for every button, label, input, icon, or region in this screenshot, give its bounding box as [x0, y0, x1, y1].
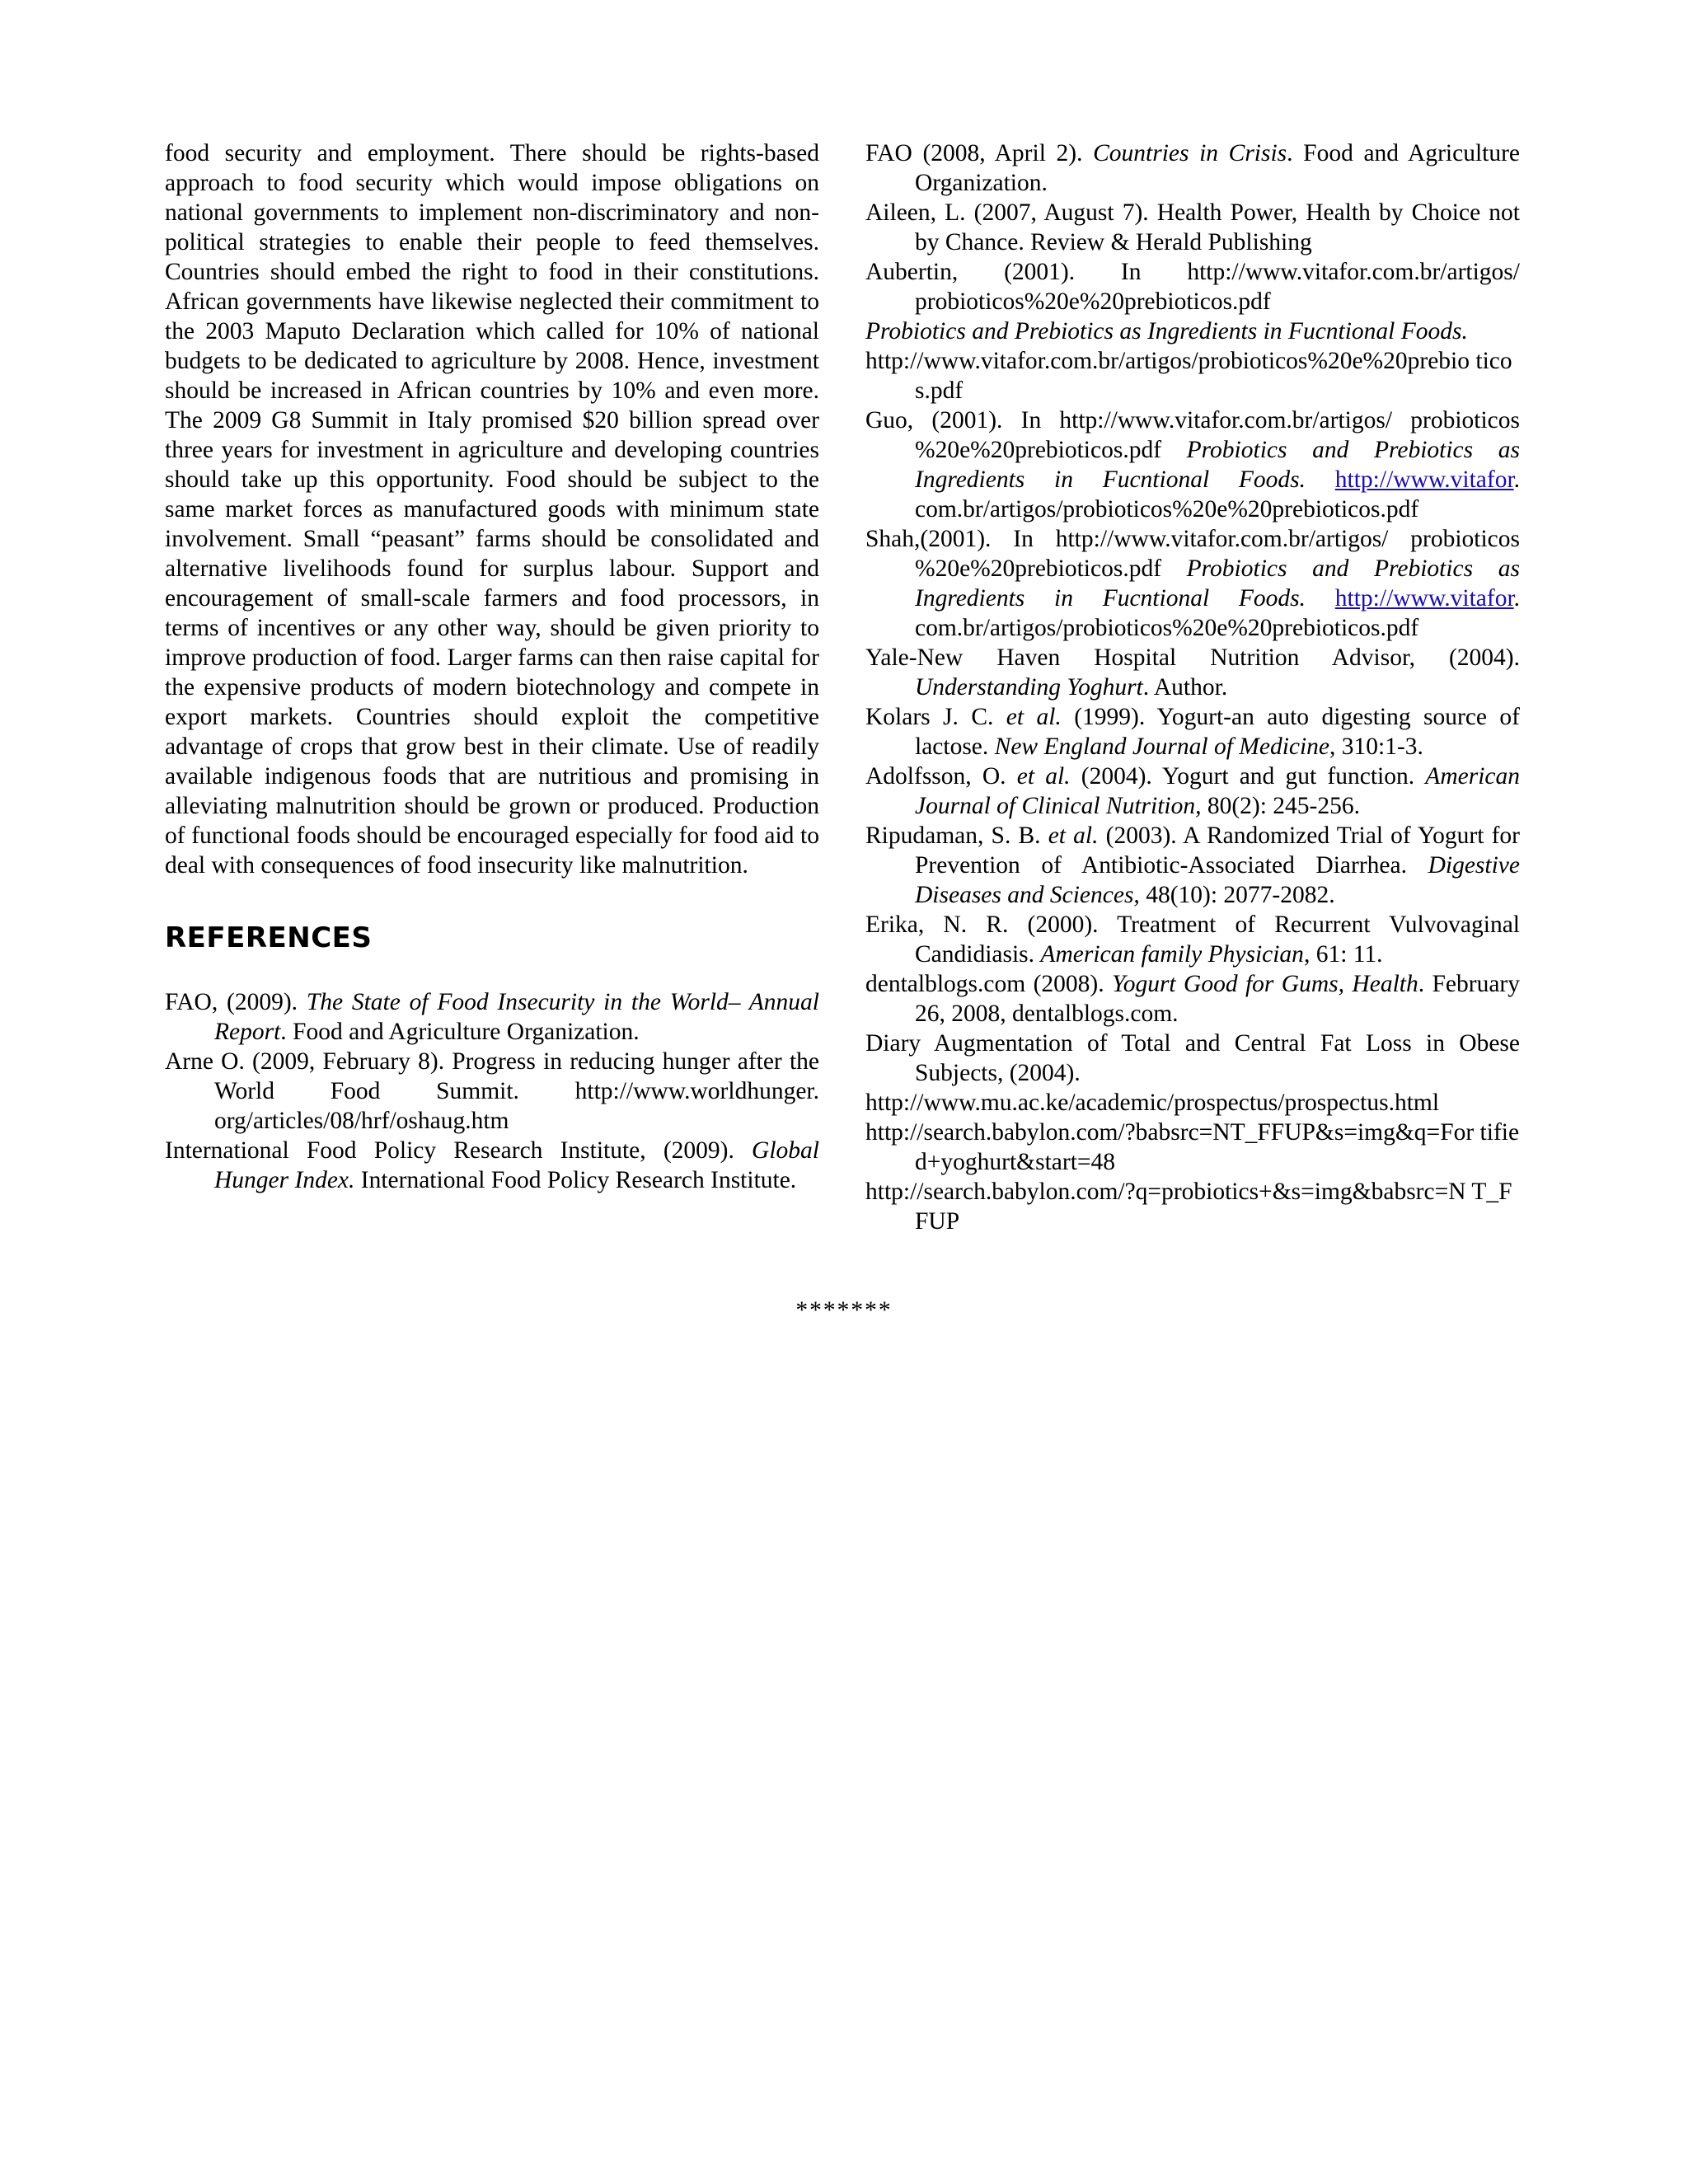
reference-entry — [865, 138, 1520, 198]
ref-text: Ripudaman, S. B. — [865, 823, 1048, 849]
ref-text: . Food and Agriculture Organization. — [280, 1019, 640, 1045]
ref-text: Shah,(2001). In http://www.vitafor.com.br/artigos/ probioticos %20e%20prebioticos.pdf — [865, 526, 1520, 582]
ref-text: (2004). Yogurt and gut function. — [1070, 763, 1426, 790]
ref-etal: et al. — [1016, 763, 1071, 790]
ref-journal: American family Physician — [1040, 941, 1304, 968]
ref-text: Adolfsson, O. — [865, 763, 1017, 790]
reference-entry — [865, 910, 1520, 969]
ref-link[interactable]: http://www.vitafor — [1334, 466, 1514, 493]
reference-entry — [165, 1047, 819, 1136]
ref-text: dentalblogs.com (2008). — [865, 971, 1112, 997]
ref-text: Erika, N. R. (2000). Treatment of Recurrent Vulvovaginal Candidiasis. — [865, 912, 1520, 968]
reference-entry — [865, 405, 1520, 524]
body-paragraph: food security and employment. There should be rights-based approach to food security which would impose obligations on national governments to implement non-discriminatory and non-political strategies to enable their people to feed themselves. Countries should embed the right to food in their constitutions. African governments have likewise neglected their commitment to the 2003 Maputo Declaration which called for 10% of national budgets to be dedicated to agriculture by 2008. Hence, investment should be increased in African countries by 10% and even more. The 2009 G8 Summit in Italy promised $20 billion spread over three years for investment in agriculture and developing countries should take up this opportunity. Food should be subject to the same market forces as manufactured goods with minimum state involvement. Small “peasant” farms should be consolidated and alternative livelihoods found for surplus labour. Support and encouragement of small-scale farmers and food processors, in terms of incentives or any other way, should be given priority to improve production of food. Larger farms can then raise capital for the expensive products of modern biotechnology and compete in export markets. Countries should exploit the competitive advantage of crops that grow best in their climate. Use of readily available indigenous foods that are nutritious and promising in alleviating malnutrition should be grown or produced. Production of functional foods should be encouraged especially for food aid to deal with consequences of food insecurity like malnutrition. — [165, 140, 819, 879]
ref-journal: New England Journal of Medicine — [994, 733, 1330, 760]
ref-text: , 310:1-3. — [1329, 733, 1423, 760]
ref-text: International Food Policy Research Institute. — [354, 1167, 797, 1193]
ref-title: Understanding Yoghurt — [915, 674, 1143, 701]
ref-title: The State of Food Insecurity in the World– Annual Report — [214, 989, 819, 1045]
ref-etal: et al. — [1006, 704, 1062, 730]
ref-text: Arne O. (2009, February 8). Progress in reducing hunger after the World Food Summit. http://www.worldhunger. org/articles/08/hrf/oshaug.htm — [165, 1048, 819, 1134]
ref-text: FAO, (2009). — [165, 989, 307, 1015]
ref-text: FAO (2008, April 2). — [865, 140, 1094, 166]
reference-entry — [165, 1136, 819, 1195]
ref-text: Yale-New Haven Hospital Nutrition Advisor, (2004). — [865, 644, 1520, 671]
reference-entry — [865, 969, 1520, 1029]
ref-text: . Author. — [1142, 674, 1228, 701]
ref-link[interactable]: http://www.vitafor — [1334, 585, 1514, 612]
end-marker: ******* — [795, 1297, 893, 1324]
ref-title: Probiotics and Prebiotics as Ingredients in Fucntional Foods. — [915, 437, 1520, 493]
ref-text: . Food and Agriculture Organization. — [915, 140, 1520, 196]
left-column — [165, 138, 819, 1195]
ref-journal: American Journal of Clinical Nutrition, — [915, 763, 1520, 819]
ref-text: . com.br/artigos/probioticos%20e%20prebioticos.pdf — [915, 585, 1521, 641]
reference-entry — [865, 524, 1520, 643]
ref-title: Yogurt Good for Gums, Health — [1112, 971, 1418, 997]
ref-title: Countries in Crisis — [1093, 140, 1287, 166]
ref-etal: et al. — [1048, 823, 1099, 849]
reference-entry: http://search.babylon.com/?babsrc=NT_FFUP&s=img&q=For tified+yoghurt&start=48 — [865, 1119, 1520, 1175]
ref-text: . com.br/artigos/probioticos%20e%20prebioticos.pdf — [915, 466, 1521, 523]
ref-text: 48(10): 2077-2082. — [1139, 882, 1335, 908]
reference-entry — [865, 762, 1520, 821]
references-heading: REFERENCES — [165, 921, 373, 954]
reference-entry: http://search.babylon.com/?q=probiotics+&s=img&babsrc=N T_FFUP — [865, 1179, 1512, 1235]
ref-text: Kolars J. C. — [865, 704, 1006, 730]
ref-text: (2003). A Randomized Trial of Yogurt for Prevention of Antibiotic-Associated Diarrhea. — [915, 823, 1520, 879]
ref-journal: Digestive Diseases and Sciences, — [915, 852, 1520, 908]
reference-entry: Diary Augmentation of Total and Central Fat Loss in Obese Subjects, (2004). — [865, 1030, 1520, 1086]
ref-text: , 61: 11. — [1303, 941, 1383, 968]
ref-text: (1999). Yogurt-an auto digesting source of lactose. — [915, 704, 1520, 760]
reference-entry — [865, 821, 1520, 910]
right-column — [865, 138, 1520, 1236]
reference-entry: Probiotics and Prebiotics as Ingredients in Fucntional Foods. — [865, 318, 1468, 344]
ref-title: Probiotics and Prebiotics as Ingredients in Fucntional Foods. — [915, 555, 1520, 612]
ref-text: . February 26, 2008, dentalblogs.com. — [915, 971, 1520, 1027]
reference-entry: Aileen, L. (2007, August 7). Health Power, Health by Choice not by Chance. Review & Herald Publishing — [865, 199, 1520, 255]
ref-title: Global Hunger Index. — [214, 1137, 819, 1193]
reference-entry: Aubertin, (2001). In http://www.vitafor.com.br/artigos/ probioticos%20e%20prebioticos.pdf — [865, 259, 1520, 315]
ref-text: 80(2): 245-256. — [1201, 793, 1361, 819]
ref-text: International Food Policy Research Institute, (2009). — [165, 1137, 753, 1164]
reference-entry — [865, 702, 1520, 762]
reference-entry — [165, 987, 819, 1047]
reference-entry: http://www.mu.ac.ke/academic/prospectus/prospectus.html — [865, 1090, 1440, 1116]
reference-entry: http://www.vitafor.com.br/artigos/probioticos%20e%20prebio ticos.pdf — [865, 348, 1512, 404]
ref-text: Guo, (2001). In http://www.vitafor.com.br/artigos/ probioticos %20e%20prebioticos.pdf — [865, 407, 1520, 463]
reference-entry — [865, 643, 1520, 702]
